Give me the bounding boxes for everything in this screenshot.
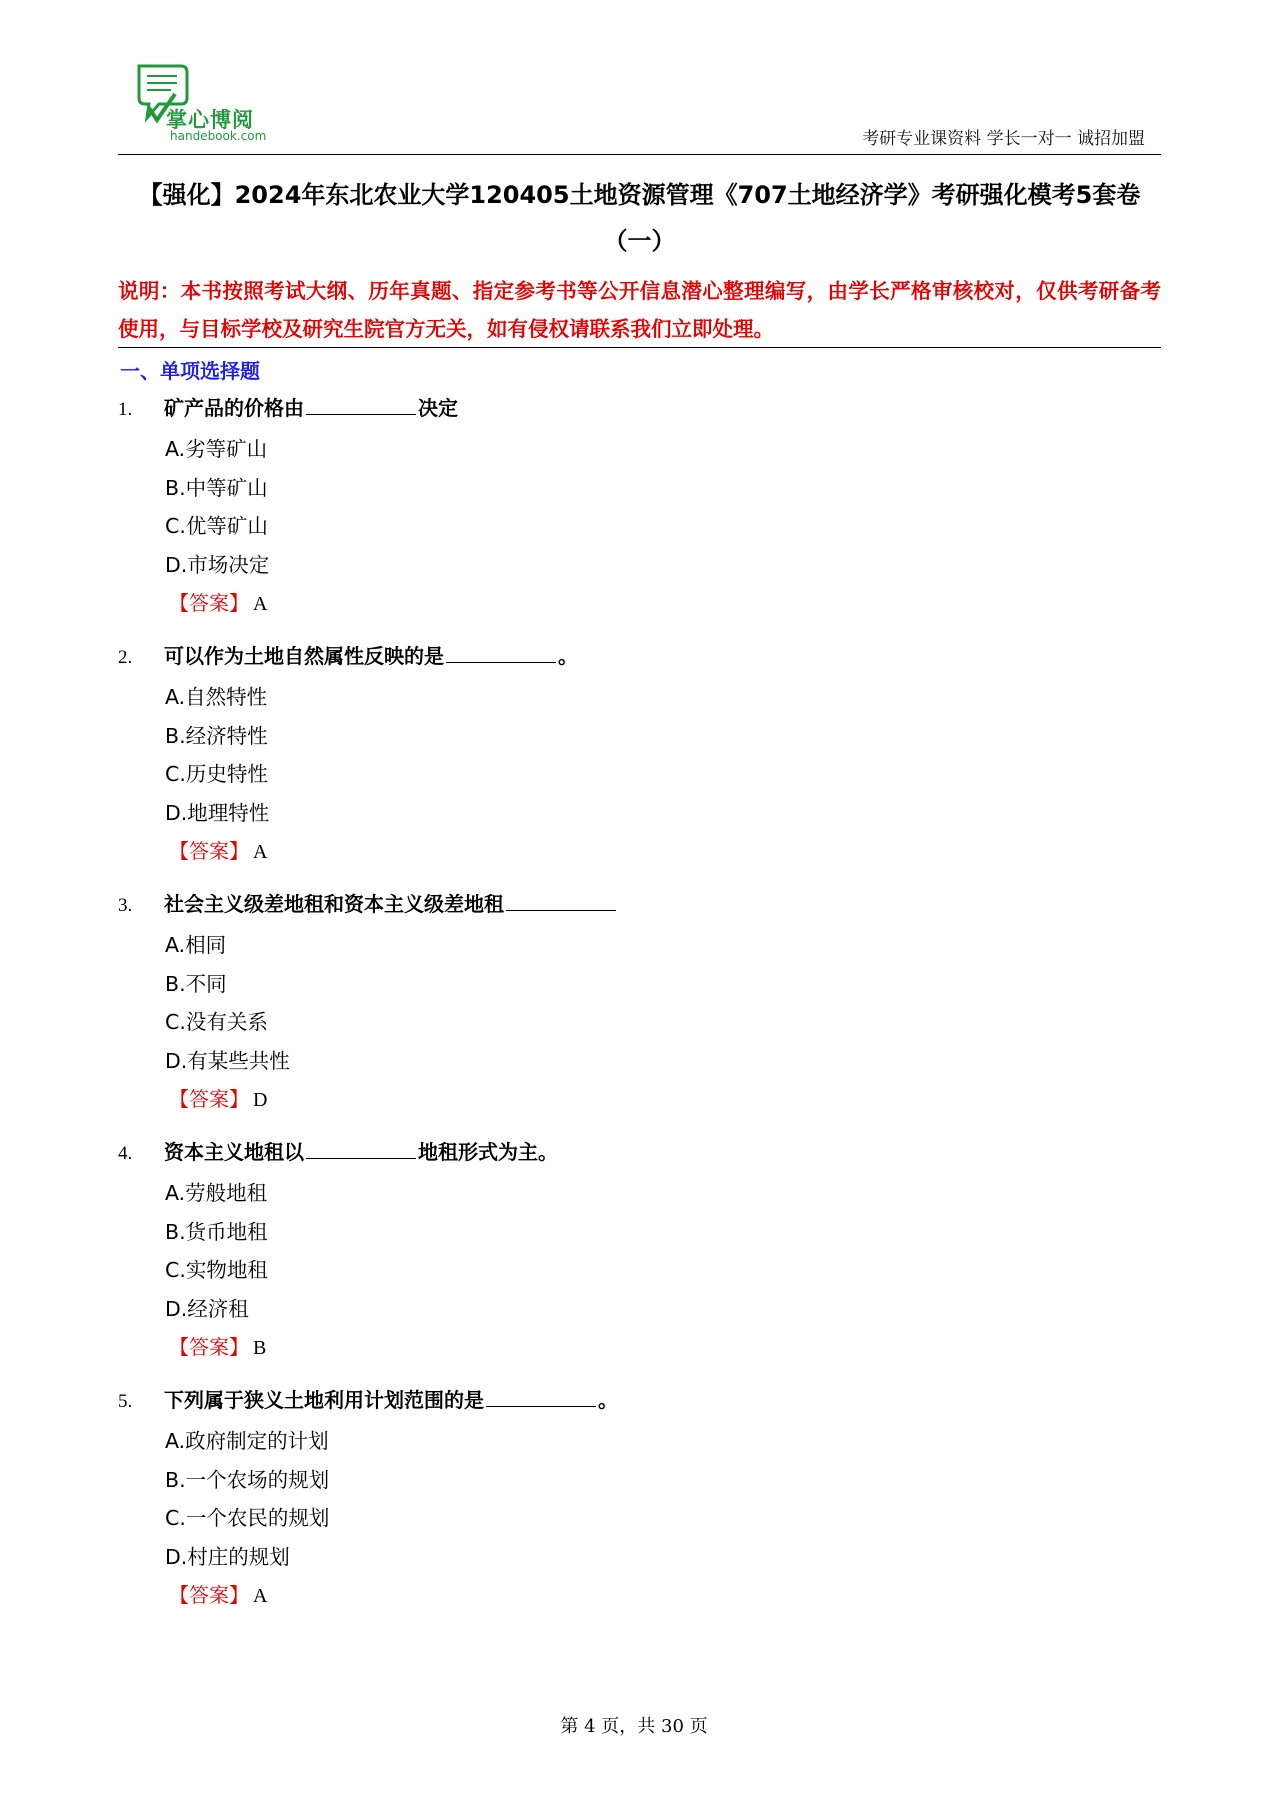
- question-stem: [118, 1384, 1158, 1422]
- answer-line: [118, 1328, 1158, 1366]
- option-b: B.一个农场的规划: [165, 1467, 330, 1492]
- option-d: D.有某些共性: [165, 1048, 290, 1073]
- answer-line: [118, 1080, 1158, 1118]
- option-c: C.一个农民的规划: [165, 1506, 330, 1530]
- question-number: 3.: [118, 895, 133, 916]
- option-a: A.劳般地租: [165, 1181, 268, 1205]
- question-item: [118, 888, 1158, 1118]
- logo-text: 掌心博阅: [166, 108, 254, 132]
- option-d: D.村庄的规划: [165, 1544, 290, 1569]
- question-number: 4.: [118, 1143, 133, 1164]
- option-a: A.劣等矿山: [165, 437, 268, 461]
- question-stem: [118, 392, 1158, 430]
- answer-value: B: [253, 1337, 267, 1359]
- stem-text-after: 决定: [418, 396, 458, 420]
- answer-value: A: [253, 841, 268, 863]
- option-c: C.没有关系: [165, 1010, 268, 1034]
- document-title: 【强化】2024年东北农业大学120405土地资源管理《707土地经济学》考研强化模考5套卷（一）: [138, 181, 1141, 255]
- option-c: C.优等矿山: [165, 514, 268, 538]
- header-tagline: 考研专业课资料 学长一对一 诚招加盟: [862, 129, 1145, 149]
- answer-blank: [486, 1386, 596, 1407]
- answer-tag: 【答案】: [169, 1335, 249, 1359]
- answer-blank: [446, 642, 556, 663]
- logo-url: handebook.com: [170, 129, 267, 143]
- answer-value: D: [253, 1089, 268, 1111]
- option-d: D.经济租: [165, 1296, 249, 1321]
- answer-line: [118, 584, 1158, 622]
- question-stem: [118, 1136, 1158, 1174]
- option-c: C.历史特性: [165, 762, 268, 786]
- option-b: B.经济特性: [165, 723, 268, 748]
- answer-value: A: [253, 593, 268, 615]
- answer-tag: 【答案】: [169, 839, 249, 863]
- answer-line: [118, 832, 1158, 870]
- stem-text: 矿产品的价格由: [164, 396, 304, 420]
- stem-text: 资本主义地租以: [164, 1140, 304, 1164]
- option-d: D.市场决定: [165, 552, 270, 577]
- section-title: 一、单项选择题: [120, 359, 260, 383]
- answer-line: [118, 1576, 1158, 1614]
- question-list: [118, 392, 1158, 1632]
- option-a: A.相同: [165, 933, 227, 957]
- stem-text-after: 。: [558, 644, 578, 668]
- disclaimer-notice: 说明：本书按照考试大纲、历年真题、指定参考书等公开信息潜心整理编写，由学长严格审核校对，仅供考研备考使用，与目标学校及研究生院官方无关，如有侵权请联系我们立即处理。: [118, 279, 1161, 341]
- question-stem: [118, 888, 1158, 926]
- option-b: B.货币地租: [165, 1219, 268, 1244]
- answer-blank: [306, 394, 416, 415]
- question-item: [118, 640, 1158, 870]
- option-a: A.政府制定的计划: [165, 1429, 329, 1453]
- question-item: [118, 1136, 1158, 1366]
- option-b: B.不同: [165, 971, 227, 996]
- option-d: D.地理特性: [165, 800, 270, 825]
- option-a: A.自然特性: [165, 685, 268, 709]
- header-divider: [118, 154, 1161, 155]
- answer-tag: 【答案】: [169, 1583, 249, 1607]
- question-item: [118, 392, 1158, 622]
- stem-text: 社会主义级差地租和资本主义级差地租: [164, 892, 504, 916]
- answer-blank: [506, 890, 616, 911]
- answer-blank: [306, 1138, 416, 1159]
- question-number: 2.: [118, 647, 133, 668]
- answer-tag: 【答案】: [169, 591, 249, 615]
- question-number: 1.: [118, 399, 133, 420]
- stem-text: 下列属于狭义土地利用计划范围的是: [164, 1388, 484, 1412]
- question-stem: [118, 640, 1158, 678]
- stem-text-after: 。: [598, 1388, 618, 1412]
- page-number-footer: 第 4 页，共 30 页: [560, 1716, 708, 1737]
- question-number: 5.: [118, 1391, 133, 1412]
- stem-text-after: 地租形式为主。: [418, 1140, 558, 1164]
- answer-value: A: [253, 1585, 268, 1607]
- question-item: [118, 1384, 1158, 1614]
- stem-text: 可以作为土地自然属性反映的是: [164, 644, 444, 668]
- notice-divider: [118, 347, 1161, 348]
- answer-tag: 【答案】: [169, 1087, 249, 1111]
- option-c: C.实物地租: [165, 1258, 268, 1282]
- option-b: B.中等矿山: [165, 475, 268, 500]
